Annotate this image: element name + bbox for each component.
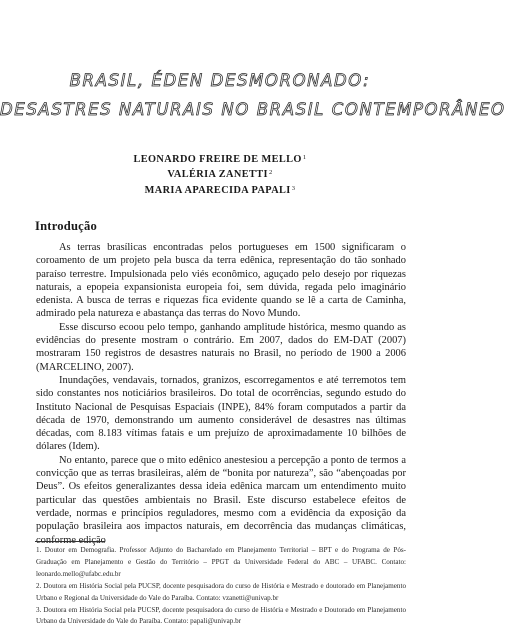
body-text bbox=[36, 241, 406, 547]
paragraph: As terras brasílicas encontradas pelos portugueses em 1500 significaram o coroamento de um projeto pela busca da terra edênica, representação do tão sonhado paraíso terrestre. Impulsionada pelo viés econômico, aguçado pelo desejo por riquezas naturais, a epopeia expansionista europeia foi, sem dúvida, regada pelo imaginário edenista. A busca de terras e riquezas fica evidente quando se lê a carta de Caminha, admirado pela natureza e abastança das terras do Novo Mundo. bbox=[36, 242, 406, 320]
paragraph: No entanto, parece que o mito edênico anestesiou a percepção a ponto de termos a convicção que as terras brasileiras, além de “bonita por natureza”, são “abençoadas por Deus”. Os efeitos generalizantes dessa ideia edênica marcam um entendimento muito particular das questões ambientais no Brasil. Este discurso estabelece efeitos de verdade, normas e princípios reguladores, mesmo com a evidência da exposição da população brasileira aos impactos naturais, em decorrência das mudanças climáticas, conforme edição bbox=[36, 454, 406, 546]
paragraph: Inundações, vendavais, tornados, granizos, escorregamentos e até terremotos tem sido constantes nos noticiários brasileiros. Do total de ocorrências, segundo estudo do Instituto Nacional de Pesquisas Espaciais (INPE), 84% foram computados a partir da década de 1970, demonstrando um aumento considerável de desastres nas últimas décadas, com 8.183 vítimas fatais e um prejuízo de aproximadamente 10 bilhões de dólares (Idem). bbox=[36, 374, 406, 453]
footnote-divider bbox=[35, 541, 105, 542]
footnote-marker: 2 bbox=[268, 169, 273, 177]
footnote-marker: 1 bbox=[302, 154, 307, 161]
author-name bbox=[0, 151, 440, 166]
title-line-1: BRASIL, ÉDEN DESMORONADO: bbox=[69, 71, 371, 90]
author-list bbox=[0, 151, 440, 197]
author-name bbox=[0, 182, 440, 197]
footnotes bbox=[36, 545, 406, 628]
section-heading: Introdução bbox=[35, 219, 97, 233]
paragraph: Esse discurso ecoou pelo tempo, ganhando amplitude histórica, mesmo quando as evidências do presente mostram o contrário. Em 2007, dados do EM-DAT (2007) mostraram 150 registros de desastres naturais no Brasil, no período de 1900 a 2006 (MARCELINO, 2007). bbox=[36, 321, 406, 373]
author-name-text: MARIA APARECIDA PAPALI bbox=[144, 184, 291, 196]
author-name-text: VALÉRIA ZANETTI bbox=[167, 169, 268, 181]
author-name bbox=[0, 166, 440, 181]
footnote: 3. Doutora em História Social pela PUCSP, docente pesquisadora do curso de História e Mestrado e Doutorado em Planejamento Urbano da Universidade do Vale do Paraíba. Contato: papali@univap.br bbox=[36, 605, 406, 626]
footnote: 1. Doutor em Demografia. Professor Adjunto do Bacharelado em Planejamento Territorial – BPT e do Programa de Pós-Graduação em Planejamento e Gestão do Território – PPGT da Universidade Federal do ABC – UFABC. Contato: leonardo.mello@ufabc.edu.br bbox=[36, 546, 406, 578]
title-line-2: DESASTRES NATURAIS NO BRASIL CONTEMPORÂNEO bbox=[0, 100, 506, 119]
footnote-marker: 3 bbox=[291, 184, 296, 192]
footnote: 2. Doutora em História Social pela PUCSP, docente pesquisadora do curso de História e Mestrado e doutorado em Planejamento Urbano e Regional da Universidade do Vale do Paraíba. Contato: vzanetti@univap.br bbox=[36, 581, 406, 602]
article-title bbox=[0, 66, 506, 124]
author-name-text: LEONARDO FREIRE DE MELLO bbox=[133, 154, 302, 165]
